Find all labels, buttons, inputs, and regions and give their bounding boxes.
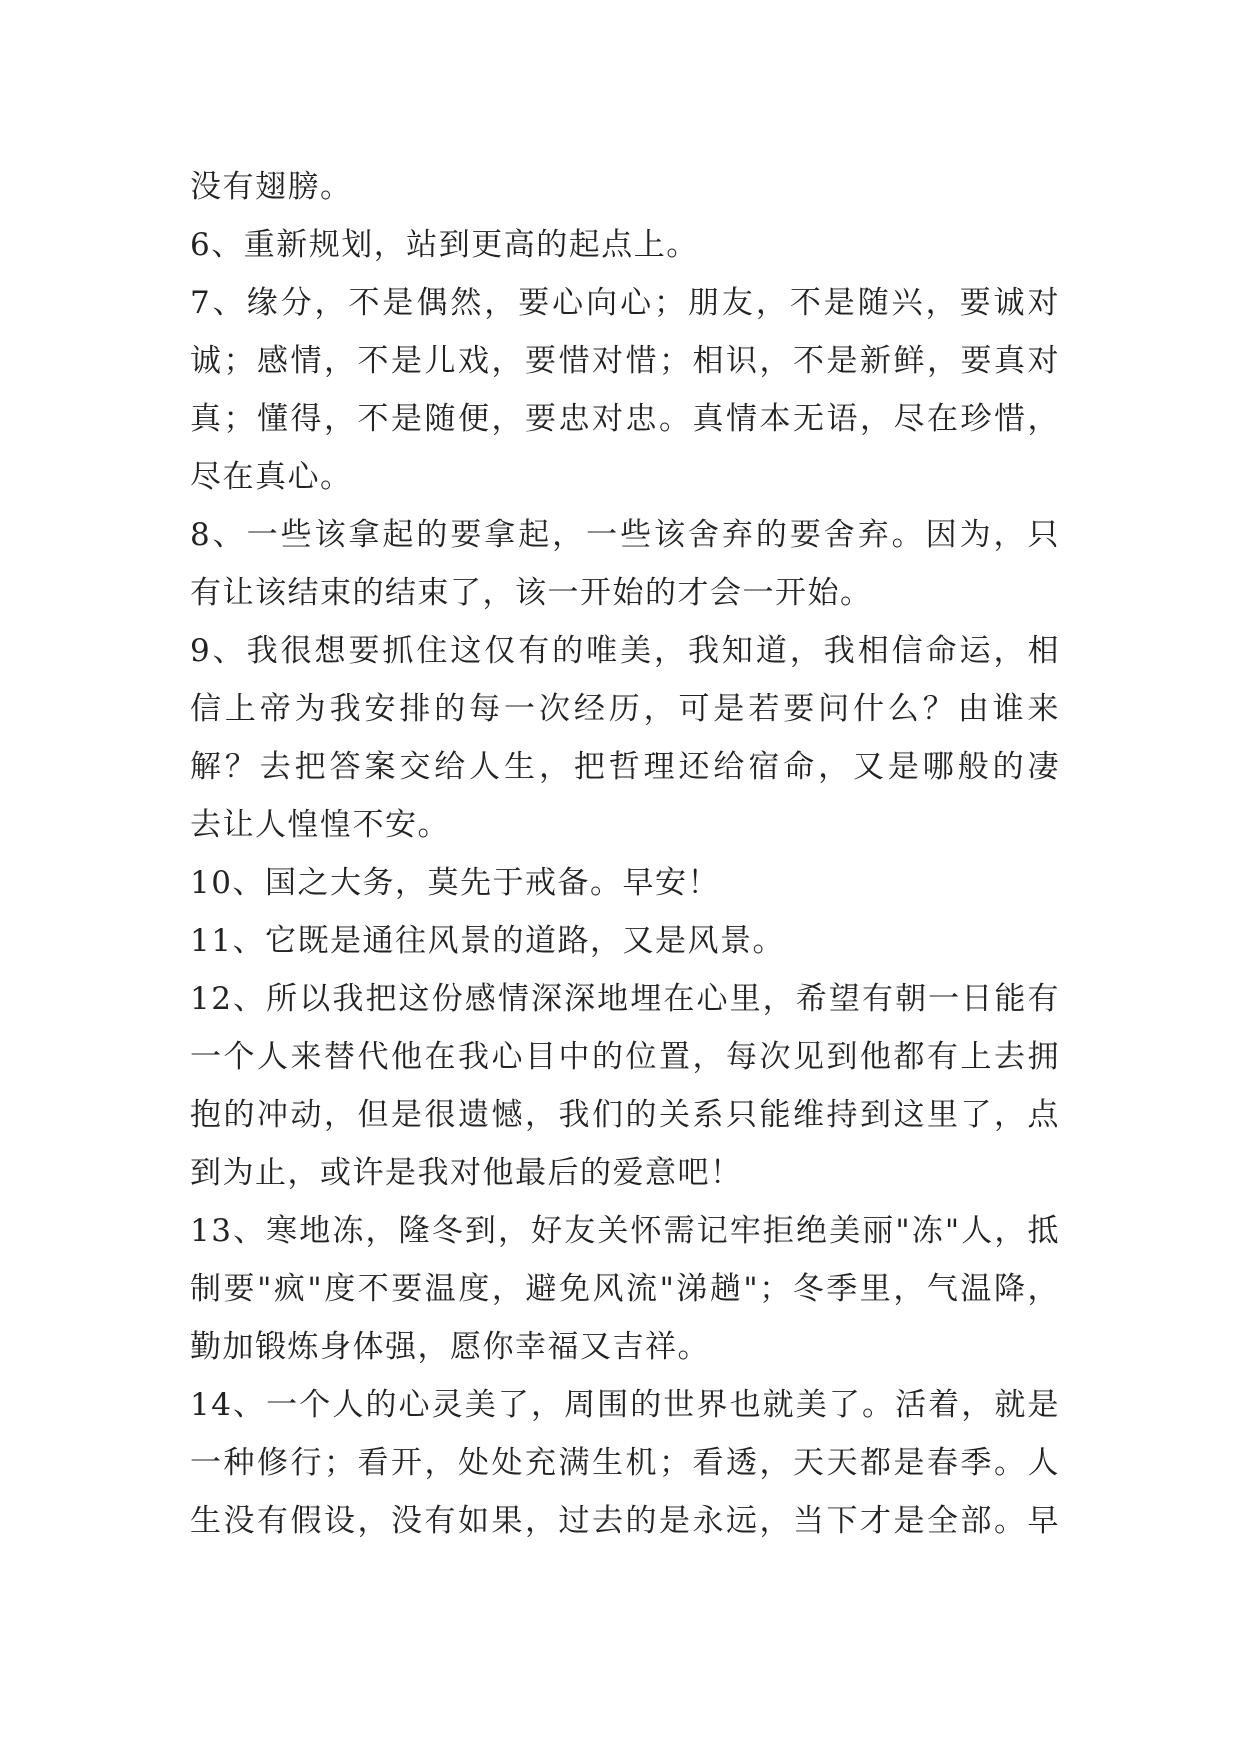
text-line: 13、寒地冻，隆冬到，好友关怀需记牢拒绝美丽"冻"人，抵 (190, 1213, 1060, 1249)
text-line: 到为止，或许是我对他最后的爱意吧！ (190, 1155, 743, 1191)
text-line: 真；懂得，不是随便，要忠对忠。真情本无语，尽在珍惜， (190, 401, 1060, 437)
text-line: 生没有假设，没有如果，过去的是永远，当下才是全部。早 (190, 1503, 1060, 1539)
text-line: 诚；感情，不是儿戏，要惜对惜；相识，不是新鲜，要真对 (190, 343, 1060, 379)
text-line: 12、所以我把这份感情深深地埋在心里，希望有朝一日能有 (190, 981, 1060, 1017)
text-line: 没有翅膀。 (190, 169, 353, 205)
text-line: 勤加锻炼身体强，愿你幸福又吉祥。 (190, 1329, 710, 1365)
text-line: 6、重新规划，站到更高的起点上。 (190, 227, 699, 263)
text-line: 一个人来替代他在我心目中的位置，每次见到他都有上去拥 (190, 1039, 1060, 1075)
text-line: 解？去把答案交给人生，把哲理还给宿命，又是哪般的凄 (190, 749, 1060, 785)
text-line: 抱的冲动，但是很遗憾，我们的关系只能维持到这里了，点 (190, 1097, 1060, 1133)
text-line: 制要"疯"度不要温度，避免风流"涕趟"；冬季里，气温降， (190, 1271, 1060, 1307)
text-line: 9、我很想要抓住这仅有的唯美，我知道，我相信命运，相 (190, 633, 1060, 669)
text-line: 10、国之大务，莫先于戒备。早安！ (190, 865, 720, 901)
text-line: 一种修行；看开，处处充满生机；看透，天天都是春季。人 (190, 1445, 1060, 1481)
text-line: 尽在真心。 (190, 459, 353, 495)
document-body (190, 158, 1060, 1550)
text-line: 去让人惶惶不安。 (190, 807, 450, 843)
text-line: 8、一些该拿起的要拿起，一些该舍弃的要舍弃。因为，只 (190, 517, 1060, 553)
text-line: 信上帝为我安排的每一次经历，可是若要问什么？由谁来 (190, 691, 1060, 727)
text-line: 7、缘分，不是偶然，要心向心；朋友，不是随兴，要诚对 (190, 285, 1060, 321)
text-line: 14、一个人的心灵美了，周围的世界也就美了。活着，就是 (190, 1387, 1060, 1423)
text-line: 11、它既是通往风景的道路，又是风景。 (190, 923, 785, 959)
text-line: 有让该结束的结束了，该一开始的才会一开始。 (190, 575, 873, 611)
